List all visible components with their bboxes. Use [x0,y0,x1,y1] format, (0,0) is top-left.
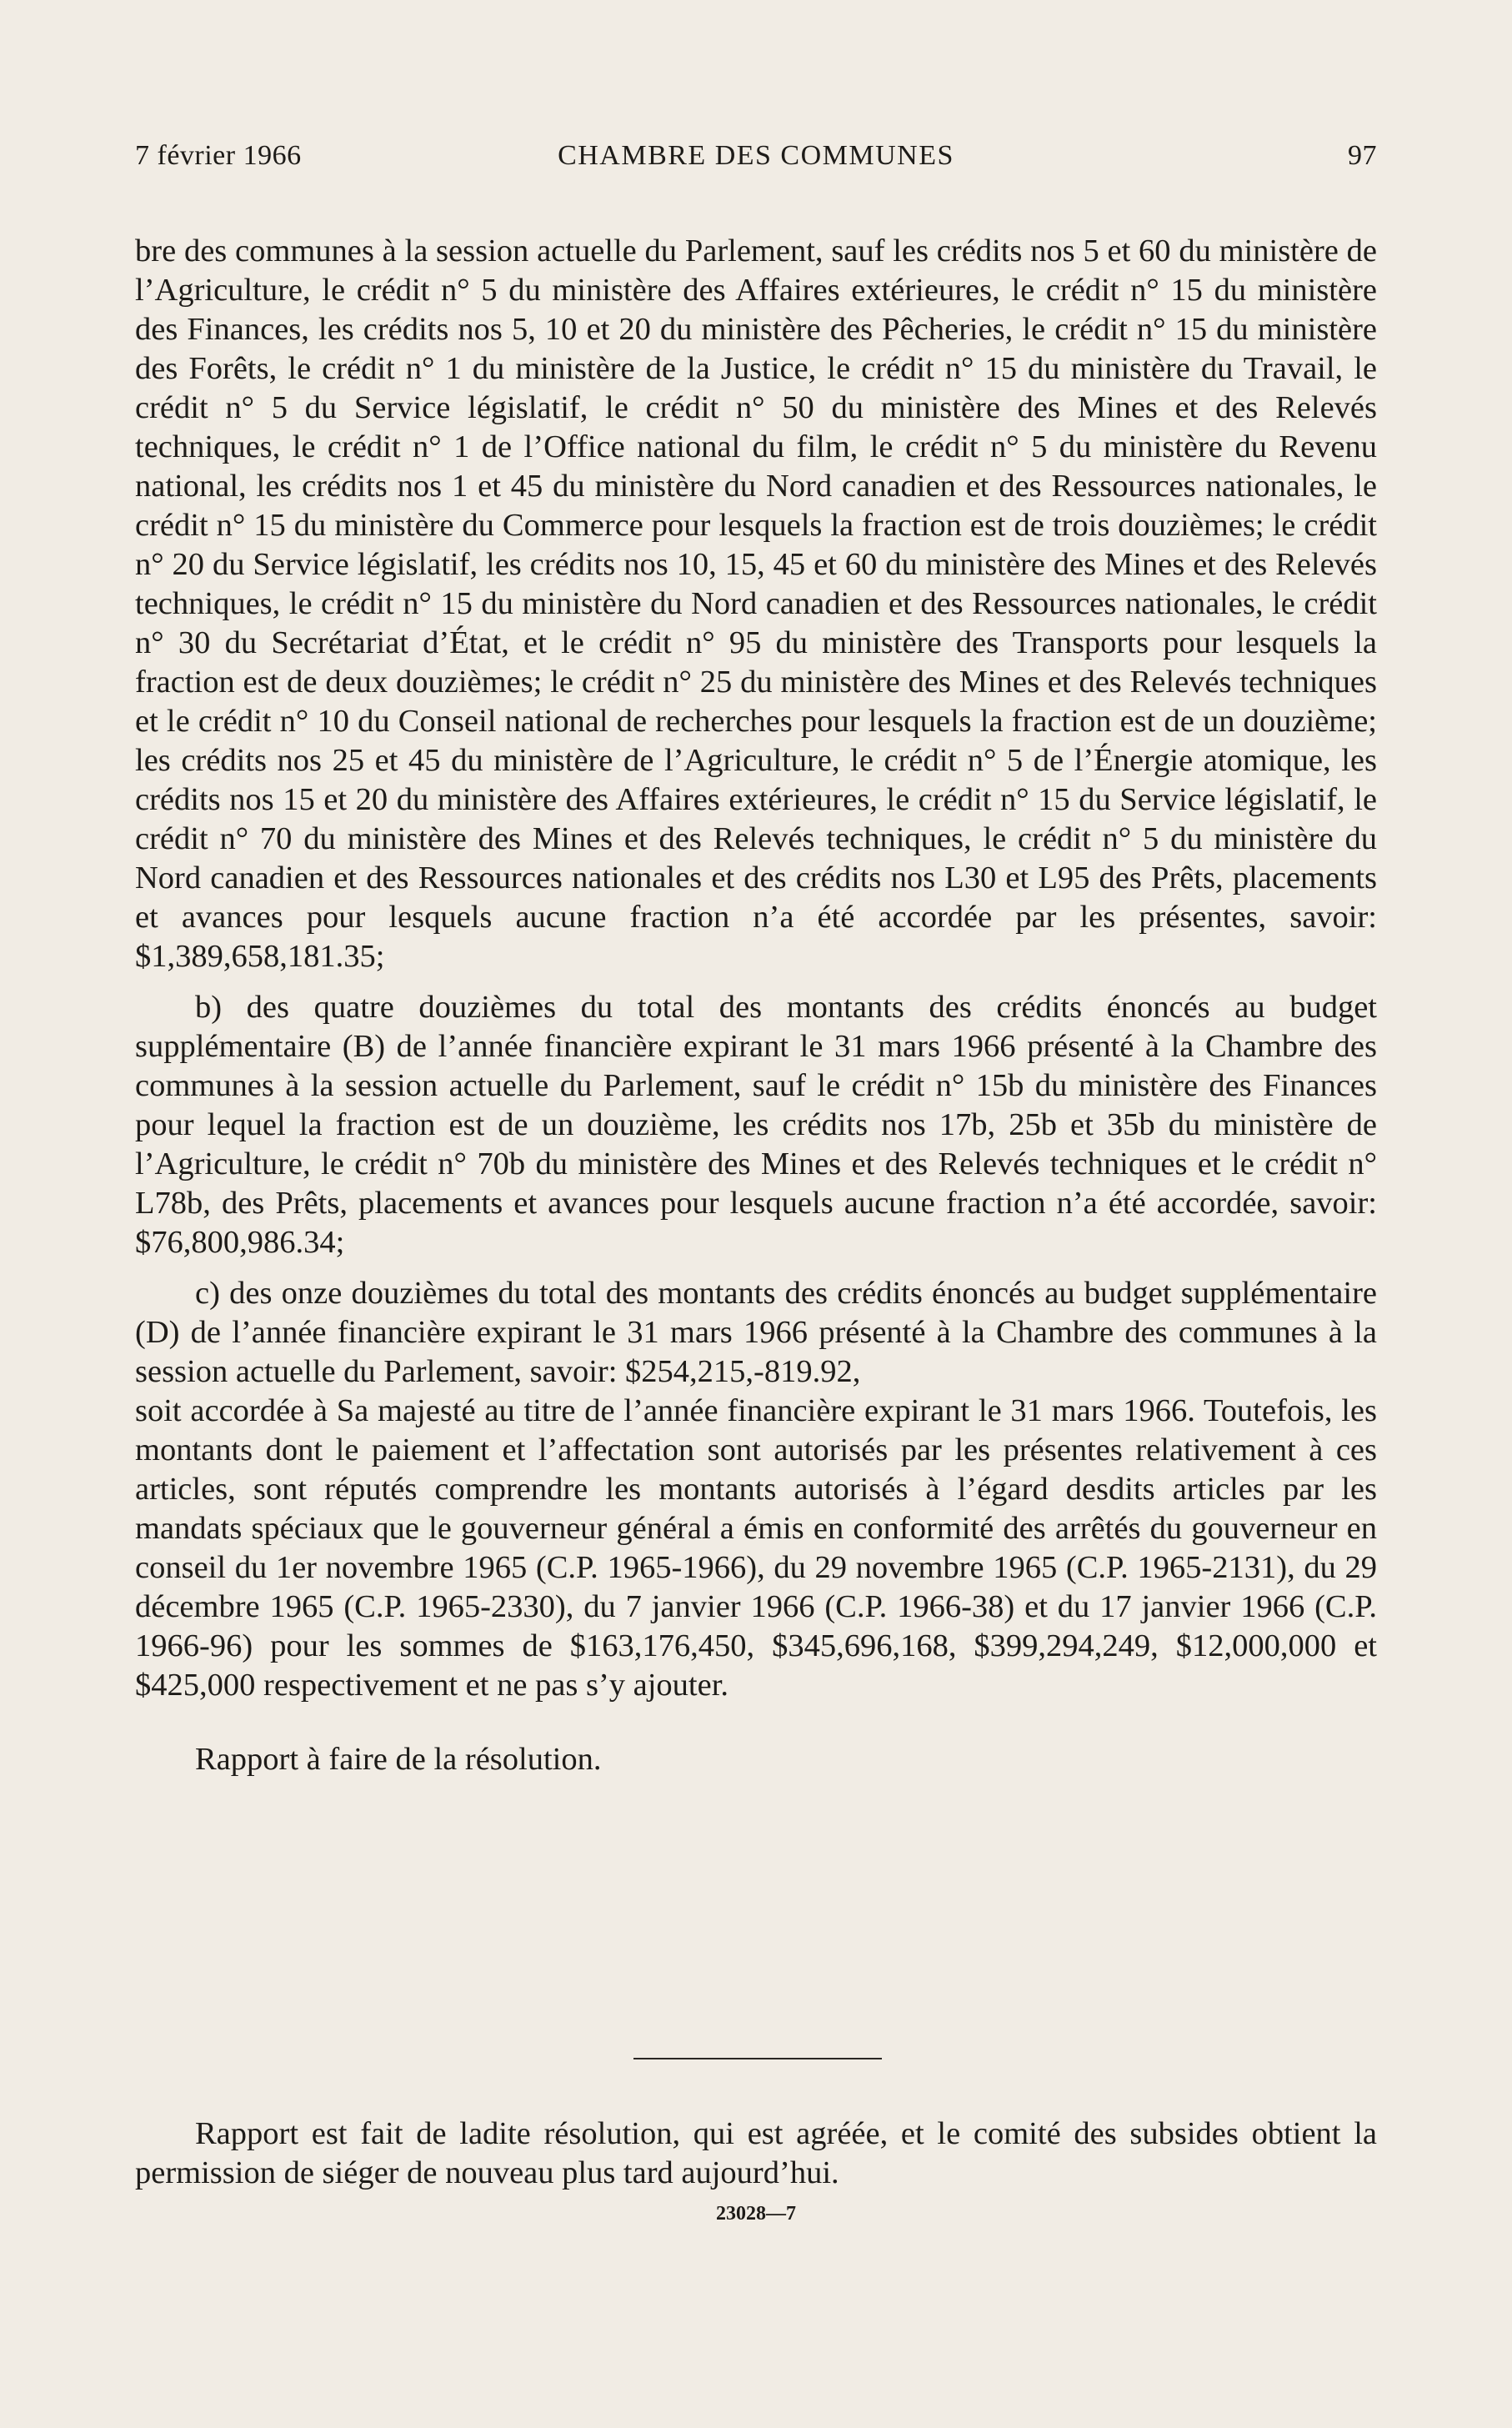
paragraph-d: soit accordée à Sa majesté au titre de l’année financière expirant le 31 mars 1966. Toutefois, les montants dont le paiement et l’affectation sont autorisés par les présentes relativement à ces articles, sont réputés comprendre les montants autorisés à l’égard desdits articles par les mandats spéciaux que le gouverneur général a émis en conformité des arrêtés du gouverneur en conseil du 1er novembre 1965 (C.P. 1965-1966), du 29 novembre 1965 (C.P. 1965-2131), du 29 décembre 1965 (C.P. 1965-2330), du 7 janvier 1966 (C.P. 1966-38) et du 17 janvier 1966 (C.P. 1966-96) pour les sommes de $163,176,450, $345,696,168, $399,294,249, $12,000,000 et $425,000 respectivement et ne pas s’y ajouter. [135,1393,1377,1703]
page-header [135,140,1377,190]
header-page-number: 97 [1348,140,1377,171]
closing-text [135,2114,1377,2193]
section-divider [633,2058,882,2059]
paragraph-e: Rapport à faire de la résolution. [195,1742,602,1777]
printer-code: 23028—7 [716,2203,796,2225]
paragraph-a: bre des communes à la session actuelle du Parlement, sauf les crédits nos 5 et 60 du ministère de l’Agriculture, le crédit n° 5 du ministère des Affaires extérieures, le crédit n° 15 du ministère des Finances, les crédits nos 5, 10 et 20 du ministère des Pêcheries, le crédit n° 15 du ministère des Forêts, le crédit n° 1 du ministère de la Justice, le crédit n° 15 du ministère du Travail, le crédit n° 5 du Service législatif, le crédit n° 50 du ministère des Mines et des Relevés techniques, le crédit n° 1 de l’Office national du film, le crédit n° 5 du ministère du Revenu national, les crédits nos 1 et 45 du ministère du Nord canadien et des Ressources nationales, le crédit n° 15 du ministère du Commerce pour lesquels la fraction est de trois douzièmes; le crédit n° 20 du Service législatif, les crédits nos 10, 15, 45 et 60 du ministère des Mines et des Relevés techniques, le crédit n° 15 du ministère du Nord canadien et des Ressources nationales, le crédit n° 30 du Secrétariat d’État, et le crédit n° 95 du ministère des Transports pour lesquels la fraction est de deux douzièmes; le crédit n° 25 du ministère des Mines et des Relevés techniques et le crédit n° 10 du Conseil national de recherches pour lesquels la fraction est de un douzième; les crédits nos 25 et 45 du ministère de l’Agriculture, le crédit n° 5 de l’Énergie atomique, les crédits nos 15 et 20 du ministère des Affaires extérieures, le crédit n° 15 du Service législatif, le crédit n° 70 du ministère des Mines et des Relevés techniques, le crédit n° 5 du ministère du Nord canadien et des Ressources nationales et des crédits nos L30 et L95 des Prêts, placements et avances pour lesquels aucune fraction n’a été accordée par les présentes, savoir: $1,389,658,181.35; [135,233,1377,974]
body-text [135,232,1377,1779]
paragraph-b: b) des quatre douzièmes du total des montants des crédits énoncés au budget supplémentaire (B) de l’année financière expirant le 31 mars 1966 présenté à la Chambre des communes à la session actuelle du Parlement, sauf le crédit n° 15b du ministère des Finances pour lequel la fraction est de un douzième, les crédits nos 17b, 25b et 35b du ministère de l’Agriculture, le crédit n° 70b du ministère des Mines et des Relevés techniques et le crédit n° L78b, des Prêts, placements et avances pour lesquels aucune fraction n’a été accordée, savoir: $76,800,986.34; [135,990,1377,1260]
closing-paragraph: Rapport est fait de ladite résolution, qui est agréée, et le comité des subsides obtient la permission de siéger de nouveau plus tard aujourd’hui. [135,2116,1377,2190]
header-title: CHAMBRE DES COMMUNES [558,140,954,171]
paragraph-c: c) des onze douzièmes du total des montants des crédits énoncés au budget supplémentaire (D) de l’année financière expirant le 31 mars 1966 présenté à la Chambre des communes à la session actuelle du Parlement, savoir: $254,215,-819.92, [135,1276,1377,1389]
header-date: 7 février 1966 [135,140,302,171]
